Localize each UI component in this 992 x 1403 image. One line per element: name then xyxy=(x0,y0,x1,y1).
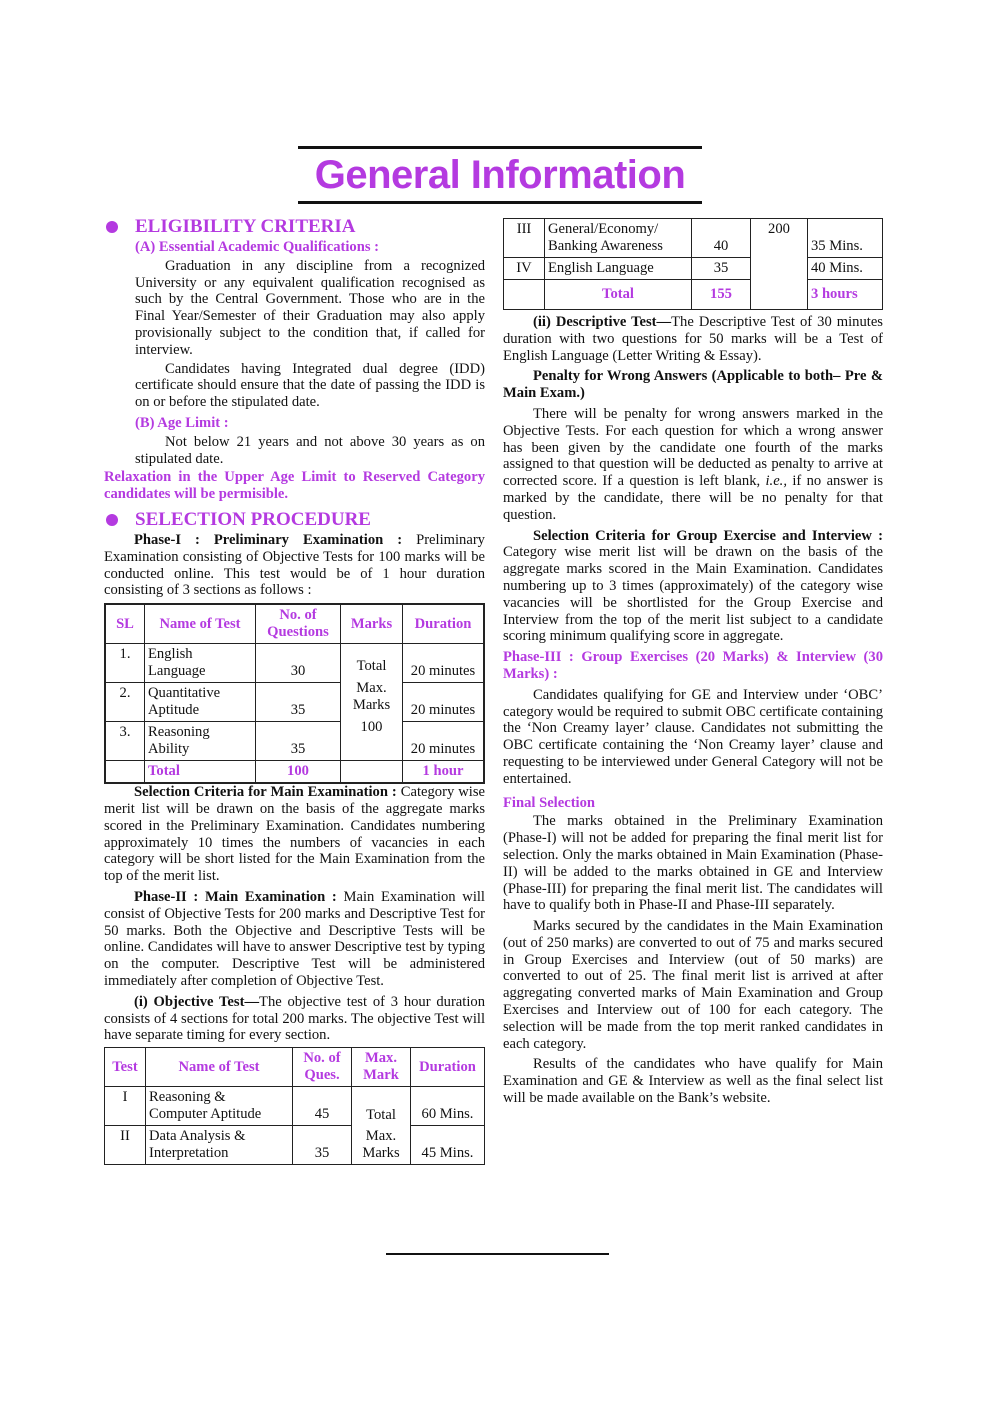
table-row: II Data Analysis & Interpretation 35 45 Mins. xyxy=(105,1126,485,1165)
right-column xyxy=(503,218,883,1107)
penalty-paragraph: There will be penalty for wrong answers marked in the Objective Tests. For each question for which a wrong answer has been given by the candidate one fourth of the marks assigned to that question will be deducted as penalty to arrive at corrected score. If a question is left blank, i.e., if no answer is marked by the candidate, there will be no penalty for that question. xyxy=(503,405,883,523)
table-row: 3. Reasoning Ability 35 20 minutes xyxy=(105,722,484,761)
marks-cell: 200 xyxy=(751,219,808,280)
academic-heading: (A) Essential Academic Qualifications : xyxy=(135,239,380,255)
footer-divider xyxy=(386,1253,609,1255)
selection-heading: SELECTION PROCEDURE xyxy=(106,509,485,531)
marks-cell: Total Max. Marks 100 xyxy=(341,644,403,761)
phase2-paragraph: Phase-II : Main Examination : Main Examination will consist of Objective Tests for 200 marks and Descriptive Test for 50 marks. Both the Objective and Descriptive Tests will be online. Candidates will have to answer Descriptive test by typing on the computer. Descriptive Test will be administered immediately after completion of Objective Test. xyxy=(104,888,485,989)
relaxation-note: Relaxation in the Upper Age Limit to Reserved Category candidates will be permisible. xyxy=(104,469,485,503)
table-row: 1. English Language 30 Total Max. Marks 100 20 minutes xyxy=(105,644,484,683)
penalty-heading: Penalty for Wrong Answers (Applicable to both– Pre & Main Exam.) xyxy=(503,368,883,402)
final-paragraph-1: The marks obtained in the Preliminary Examination (Phase-I) will not be added for preparing the final merit list for selection. Only the marks obtained in Main Examination (Phase-II) will be added to the marks obtained in GE and Interview (Phase-III) for preparing the final merit list. The candidates will have to qualify both in Phase-II and Phase-III separately. xyxy=(503,813,883,914)
main-table xyxy=(104,1047,485,1165)
academic-paragraph-2: Candidates having Integrated dual degree (IDD) certificate should ensure that the date of passing the IDD is on or before the stipulated date. xyxy=(135,360,485,411)
table-header-row: Test Name of Test No. of Ques. Max. Mark Duration xyxy=(105,1048,485,1087)
phase3-paragraph: Candidates qualifying for GE and Interview under ‘OBC’ category would be required to submit OBC certificate containing the ‘Non Creamy layer’ clause. Candidates not submitting the OBC certificate containing the ‘Non Creamy layer’ clause and requesting to be interviewed under General Category will not be entertained. xyxy=(503,686,883,787)
main-table-continued xyxy=(503,218,883,310)
criteria-main-paragraph: Selection Criteria for Main Examination : Category wise merit list will be drawn on the basis of the aggregate marks scored in the Preliminary Examination. Candidates numbering approximately 10 times the numbers of vacancies in each category will be short listed for the Main Examination from the top of the merit list. xyxy=(104,784,485,885)
objective-test-paragraph: (i) Objective Test—The objective test of 3 hour duration consists of 4 sections for total 200 marks. The objective Test will have separate timing for every section. xyxy=(104,993,485,1044)
table-total-row: Total 155 3 hours xyxy=(504,280,883,310)
phase3-heading: Phase-III : Group Exercises (20 Marks) & Interview (30 Marks) : xyxy=(503,649,883,682)
final-paragraph-2: Marks secured by the candidates in the Main Examination (out of 250 marks) are converted to out of 75 and marks secured in Group Exercises and Interview (out of 50 marks) are converted to out of 25. The final merit list is arrived at after aggregating converted marks of Main Examination and Group Exercises and Interview out of 100 for each category. The selection will be made from the top merit ranked candidates in each category. xyxy=(503,918,883,1052)
criteria-ge-paragraph: Selection Criteria for Group Exercise and Interview : Category wise merit list will be drawn on the basis of the aggregate marks scored in the Main Examination. Candidates numbering up to 3 times (approximately) of the category wise vacancies will be shortlisted for the Group Exercise and Interview from the top of the merit list subject to a candidate scoring minimum qualifying score in aggregate. xyxy=(503,527,883,645)
page-title-box xyxy=(298,146,702,204)
marks-cell: Total Max. Marks xyxy=(352,1087,411,1165)
bullet-icon xyxy=(106,514,118,526)
table-row: I Reasoning & Computer Aptitude 45 Total Max. Marks 60 Mins. xyxy=(105,1087,485,1126)
table-header-row: SL Name of Test No. of Questions Marks Duration xyxy=(105,604,484,644)
eligibility-heading: ELIGIBILITY CRITERIA xyxy=(106,216,485,238)
table-total-row: Total 100 1 hour xyxy=(105,761,484,784)
age-text: Not below 21 years and not above 30 years as on stipulated date. xyxy=(135,433,485,467)
prelim-table xyxy=(104,603,485,784)
descriptive-test-paragraph: (ii) Descriptive Test—The Descriptive Test of 30 minutes duration with two questions for 50 marks will be a Test of English Language (Letter Writing & Essay). xyxy=(503,314,883,364)
final-paragraph-3: Results of the candidates who have qualify for Main Examination and GE & Interview as well as the final select list will be made available on the Bank’s website. xyxy=(503,1056,883,1107)
page-title: General Information xyxy=(314,152,686,197)
table-row: III General/Economy/ Banking Awareness 40 200 35 Mins. xyxy=(504,219,883,258)
left-column xyxy=(104,216,485,1165)
table-row: 2. Quantitative Aptitude 35 20 minutes xyxy=(105,683,484,722)
phase1-paragraph: Phase-I : Preliminary Examination : Preliminary Examination consisting of Objective Tests for 100 marks will be conducted online. This test would be of 1 hour duration consisting of 3 sections as follows : xyxy=(104,531,485,599)
final-selection-heading: Final Selection xyxy=(503,794,596,811)
table-row: IV English Language 35 40 Mins. xyxy=(504,258,883,280)
age-heading: (B) Age Limit : xyxy=(135,414,229,431)
bullet-icon xyxy=(106,221,118,233)
academic-paragraph-1: Graduation in any discipline from a recognized University or any equivalent qualification recognised as such by the Central Government. Those who are in the Final Year/Semester of their Graduation may also apply provisionally subject to the condition that, if called for interview. xyxy=(135,257,485,358)
